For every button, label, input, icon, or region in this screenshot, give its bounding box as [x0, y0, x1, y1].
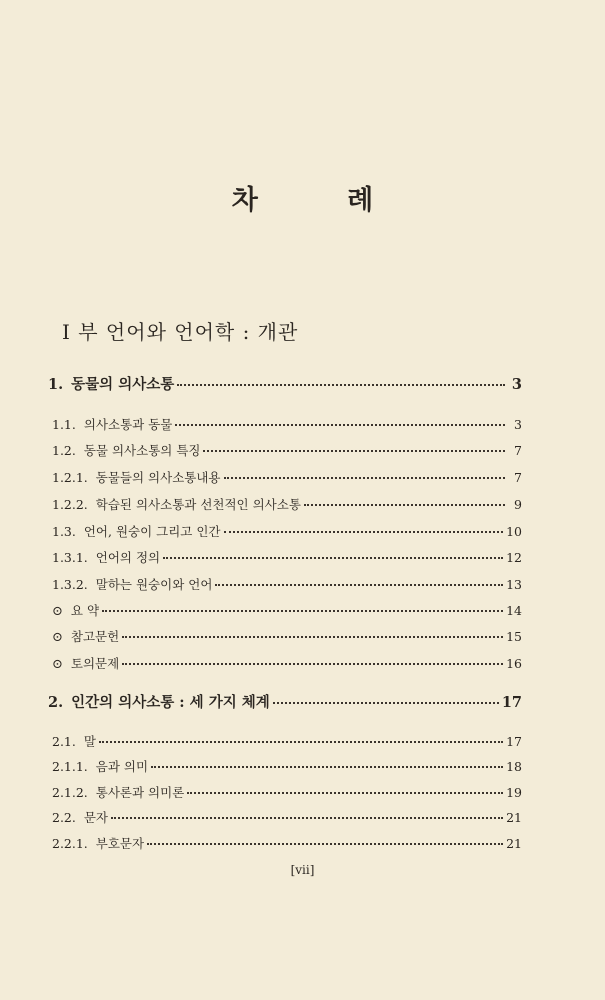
entry-label: 언어, 원숭이 그리고 인간 — [83, 524, 221, 539]
dot-leader — [111, 817, 503, 819]
dot-leader — [273, 702, 499, 704]
circle-bullet-icon: ⊙ — [52, 604, 63, 619]
entry-page: 17 — [506, 734, 522, 749]
toc-entry[interactable] — [52, 548, 522, 566]
part-heading: I 부 언어와 언어학 : 개관 — [62, 320, 299, 344]
entry-label: 토의문제 — [70, 656, 120, 671]
entry-page: 3 — [514, 417, 522, 432]
entry-label: 동물 의사소통의 특징 — [83, 443, 201, 458]
entry-label: 말하는 원숭이와 언어 — [95, 577, 213, 592]
entry-number: 1.2. — [52, 443, 76, 458]
entry-label: 부호문자 — [95, 836, 145, 851]
entry-number: 2.1.1. — [52, 759, 88, 774]
toc-entry[interactable] — [48, 691, 522, 712]
toc-entry[interactable] — [52, 627, 522, 645]
toc-entry[interactable] — [52, 468, 522, 486]
entry-number: 2. — [48, 694, 64, 711]
entry-page: 7 — [514, 470, 522, 485]
toc-entry[interactable] — [52, 732, 522, 750]
circle-bullet-icon: ⊙ — [52, 630, 63, 645]
dot-leader — [122, 663, 503, 665]
dot-leader — [177, 384, 505, 386]
entry-page: 3 — [511, 376, 522, 393]
entry-page: 10 — [506, 524, 522, 539]
toc-entry[interactable] — [52, 654, 522, 672]
entry-label: 문자 — [83, 810, 109, 825]
toc-entry[interactable] — [52, 783, 522, 801]
entry-number: 1.3.1. — [52, 550, 88, 565]
toc-entry[interactable] — [52, 601, 522, 619]
entry-page: 15 — [506, 629, 522, 644]
entry-page: 19 — [506, 785, 522, 800]
toc-entry[interactable] — [52, 808, 522, 826]
entry-label: 음과 의미 — [95, 759, 149, 774]
dot-leader — [147, 843, 503, 845]
entry-number: 2.2.1. — [52, 836, 88, 851]
entry-number: 2.1. — [52, 734, 76, 749]
entry-number: 1.1. — [52, 417, 76, 432]
toc-entry[interactable] — [52, 834, 522, 852]
page-number: [vii] — [290, 863, 315, 877]
entry-label: 동물의 의사소통 — [71, 376, 175, 393]
circle-bullet-icon: ⊙ — [52, 657, 63, 672]
entry-number: 1.2.1. — [52, 470, 88, 485]
dot-leader — [151, 766, 503, 768]
entry-label: 의사소통과 동물 — [83, 417, 173, 432]
entry-label: 요 약 — [70, 603, 100, 618]
entry-label: 학습된 의사소통과 선천적인 의사소통 — [95, 497, 301, 512]
entry-page: 9 — [514, 497, 522, 512]
entry-label: 인간의 의사소통 : 세 가지 체계 — [71, 694, 270, 711]
toc-entry[interactable] — [52, 522, 522, 540]
entry-page: 13 — [506, 577, 522, 592]
dot-leader — [187, 792, 503, 794]
entry-number: 1.2.2. — [52, 497, 88, 512]
entry-number: 1.3. — [52, 524, 76, 539]
toc-entry[interactable] — [52, 415, 522, 433]
entry-label: 통사론과 의미론 — [95, 785, 185, 800]
dot-leader — [215, 584, 503, 586]
entry-label: 동물들의 의사소통내용 — [95, 470, 221, 485]
entry-page: 16 — [506, 656, 522, 671]
entry-number: 1.3.2. — [52, 577, 88, 592]
toc-entry[interactable] — [52, 441, 522, 459]
entry-number: 2.1.2. — [52, 785, 88, 800]
dot-leader — [224, 531, 504, 533]
dot-leader — [224, 477, 505, 479]
toc-entry[interactable] — [52, 757, 522, 775]
entry-page: 12 — [506, 550, 522, 565]
toc-entry[interactable] — [52, 495, 522, 513]
entry-page: 17 — [501, 694, 522, 711]
entry-page: 18 — [506, 759, 522, 774]
entry-label: 말 — [83, 734, 96, 749]
entry-label: 참고문헌 — [70, 629, 120, 644]
entry-number: 2.2. — [52, 810, 76, 825]
dot-leader — [99, 741, 503, 743]
page-title: 차 례 — [231, 185, 414, 216]
entry-page: 7 — [514, 443, 522, 458]
entry-number: 1. — [48, 376, 64, 393]
dot-leader — [163, 557, 503, 559]
dot-leader — [203, 450, 505, 452]
dot-leader — [102, 610, 503, 612]
entry-label: 언어의 정의 — [95, 550, 161, 565]
entry-page: 21 — [506, 810, 522, 825]
entry-page: 21 — [506, 836, 522, 851]
dot-leader — [122, 636, 503, 638]
toc-entry[interactable] — [48, 373, 522, 394]
entry-page: 14 — [506, 603, 522, 618]
dot-leader — [304, 504, 505, 506]
dot-leader — [175, 424, 505, 426]
toc-entry[interactable] — [52, 575, 522, 593]
